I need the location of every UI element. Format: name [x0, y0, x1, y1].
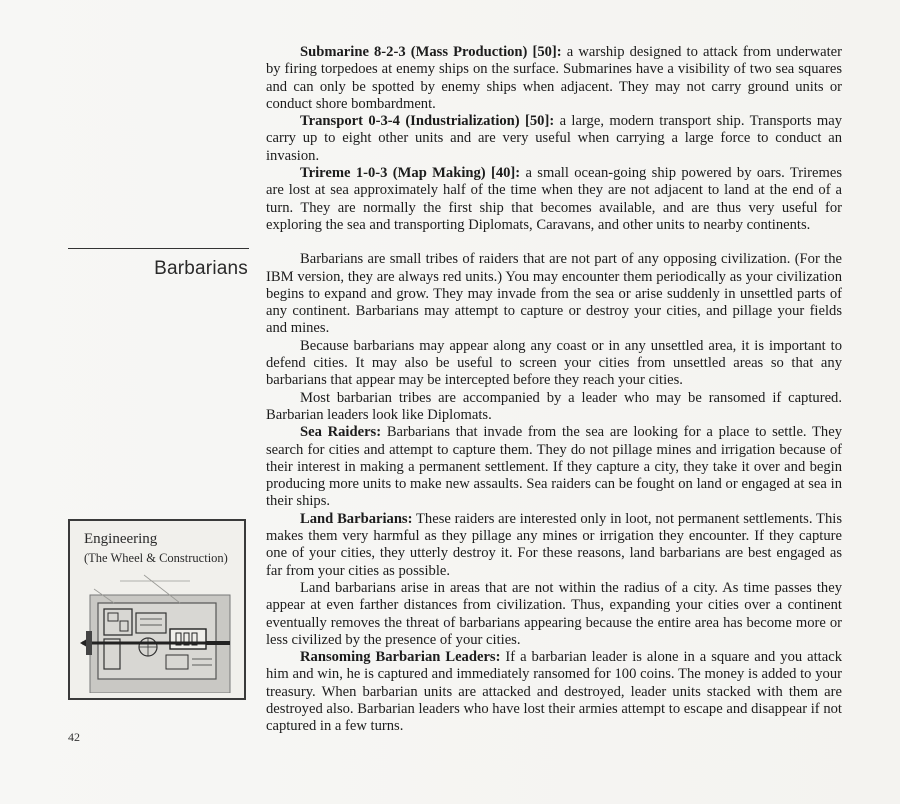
page-number: 42 — [68, 730, 80, 744]
engineering-illustration — [80, 573, 232, 693]
figure-title: Engineering — [84, 531, 158, 547]
ransoming-label: Ransoming Barbarian Leaders: — [300, 649, 501, 666]
ransoming-paragraph — [266, 649, 842, 735]
ransoming-text: If a barbarian leader is alone in a square and you attack him and win, he is captured and immediately ransomed for 100 coins. The money is added to your treasury. When barbarian units are attacked and destroyed, leader units stacked with them are destroyed also. Barbarian leaders who have lost their armies attempt to escape and disappear if not captured in a few turns. — [266, 649, 842, 735]
sea-raiders-paragraph — [266, 424, 842, 510]
land-barbarians-label: Land Barbarians: — [300, 510, 413, 527]
barbarians-paragraph-3: Most barbarian tribes are accompanied by a leader who may be ransomed if captured. Barbarian leaders look like Diplomats. — [266, 389, 842, 423]
unit-name-transport: Transport 0-3-4 (Industrialization) [50]: — [300, 113, 555, 130]
body-text-column — [266, 44, 842, 736]
unit-desc-trireme: a small ocean-going ship powered by oars. Triremes are lost at sea approximately half of the time when they are not adjacent to land at the end of a turn. They are normally the first ship that becomes available, and are thus very useful for exploring the sea and transporting Diplomats, Caravans, and other units to nearby continents. — [266, 165, 842, 233]
unit-name-submarine: Submarine 8-2-3 (Mass Production) [50]: — [300, 44, 562, 60]
unit-entry-trireme — [266, 165, 842, 234]
barbarians-paragraph-4: Land barbarians arise in areas that are not within the radius of a city. As time passes they appear at even farther distances from civilization. Thus, expanding your cities over a continent eventually removes the threat of barbarians appearing because the entire area has become more or less civilized by the presence of your cities. — [266, 579, 842, 648]
unit-name-trireme: Trireme 1-0-3 (Map Making) [40]: — [300, 165, 521, 182]
land-barbarians-paragraph — [266, 511, 842, 580]
section-heading-barbarians: Barbarians — [154, 258, 248, 279]
figure-subtitle: (The Wheel & Construction) — [84, 551, 228, 565]
section-divider — [68, 248, 249, 249]
barbarians-paragraph-2: Because barbarians may appear along any coast or in any unsettled area, it is important to defend cities. It may also be useful to screen your cities from unsettled areas so that any barbarians that appear may be intercepted before they reach your cities. — [266, 337, 842, 389]
unit-desc-transport: a large, modern transport ship. Transports may carry up to eight other units and are very useful when carrying a large force to conduct an invasion. — [266, 113, 843, 164]
sea-raiders-text: Barbarians that invade from the sea are looking for a place to settle. They search for cities and attempt to capture them. They do not pillage mines and irrigation because of their interest in making a permanent settlement. If they capture a city, they take it over and begin producing more units to make new assaults. Sea raiders can be fought on land or engaged at sea in their ships. — [266, 424, 842, 510]
barbarians-paragraph-1: Barbarians are small tribes of raiders that are not part of any opposing civilization. (For the IBM version, they are always red units.) You may encounter them periodically as your civilization begins to expand and grow. They may invade from the sea or arise suddenly in unsettled parts of any continent. Barbarians may attempt to capture or destroy your cities, and pillage your fields and mines. — [266, 251, 842, 337]
engineering-figure — [68, 519, 246, 700]
sea-raiders-label: Sea Raiders: — [300, 424, 382, 441]
land-barbarians-text: These raiders are interested only in loot, not permanent settlements. This makes them very harmful as they pillage any mines or irrigation they encounter. If they capture one of your cities, they utterly destroy it. For these reasons, land barbarians are best engaged as far from your cities as possible. — [266, 510, 842, 579]
unit-entry-submarine — [266, 44, 842, 113]
unit-entry-transport — [266, 113, 842, 165]
section-gap — [266, 234, 842, 251]
unit-desc-submarine: a warship designed to attack from underwater by firing torpedoes at enemy ships on the surface. Submarines have a visibility of two sea squares and can only be spotted by enemy ships when adjacent. They may not carry ground units or conduct shore bombardment. — [266, 44, 843, 112]
